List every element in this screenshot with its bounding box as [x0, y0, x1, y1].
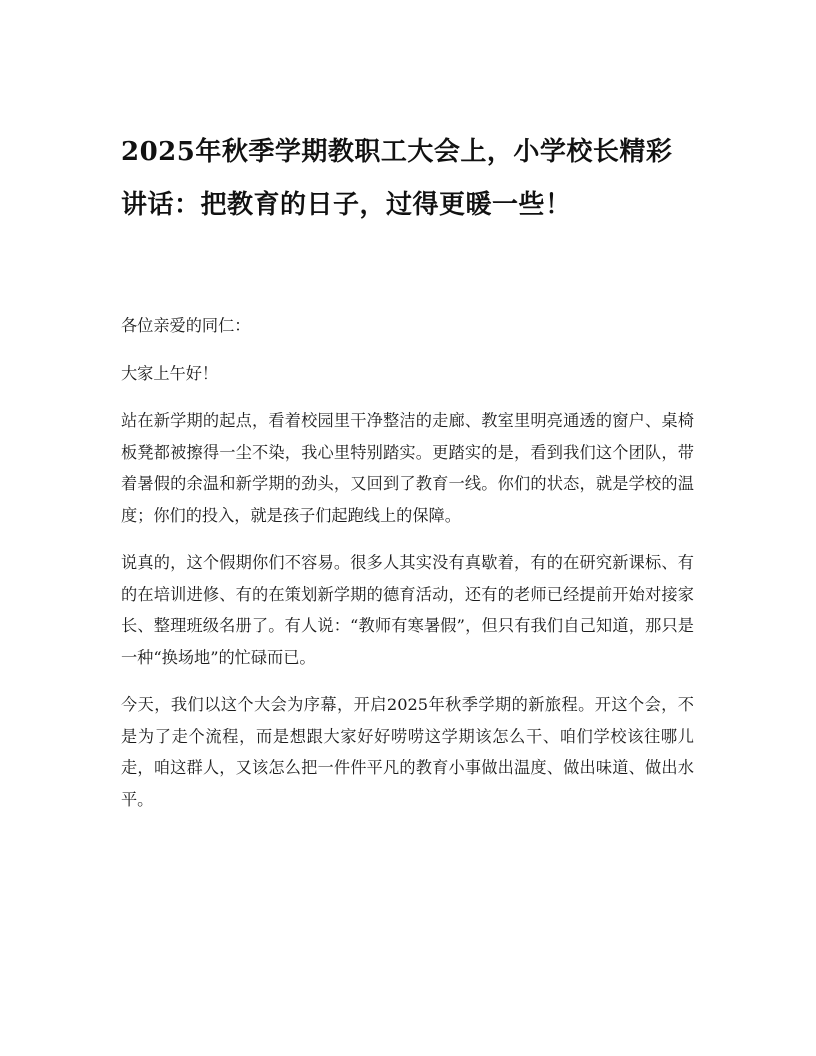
document-body [121, 310, 694, 815]
paragraph: 站在新学期的起点，看着校园里干净整洁的走廊、教室里明亮通透的窗户、桌椅板凳都被擦得一尘不染，我心里特别踏实。更踏实的是，看到我们这个团队，带着暑假的余温和新学期的劲头，又回到了教育一线。你们的状态，就是学校的温度；你们的投入，就是孩子们起跑线上的保障。 [121, 411, 694, 525]
paragraph: 今天，我们以这个大会为序幕，开启2025年秋季学期的新旅程。开这个会，不是为了走个流程，而是想跟大家好好唠唠这学期该怎么干、咱们学校该往哪儿走，咱这群人，又该怎么把一件件平凡的教育小事做出温度、做出味道、做出水平。 [121, 695, 694, 809]
document-title: 2025年秋季学期教职工大会上，小学校长精彩讲话：把教育的日子，过得更暖一些！ [121, 137, 673, 220]
paragraph-greeting: 各位亲爱的同仁： [121, 316, 251, 335]
paragraph-salutation: 大家上午好！ [121, 363, 219, 383]
paragraph: 说真的，这个假期你们不容易。很多人其实没有真歇着，有的在研究新课标、有的在培训进修、有的在策划新学期的德育活动，还有的老师已经提前开始对接家长、整理班级名册了。有人说：“教师有寒暑假”，但只有我们自己知道，那只是一种“换场地”的忙碌而已。 [121, 553, 694, 667]
